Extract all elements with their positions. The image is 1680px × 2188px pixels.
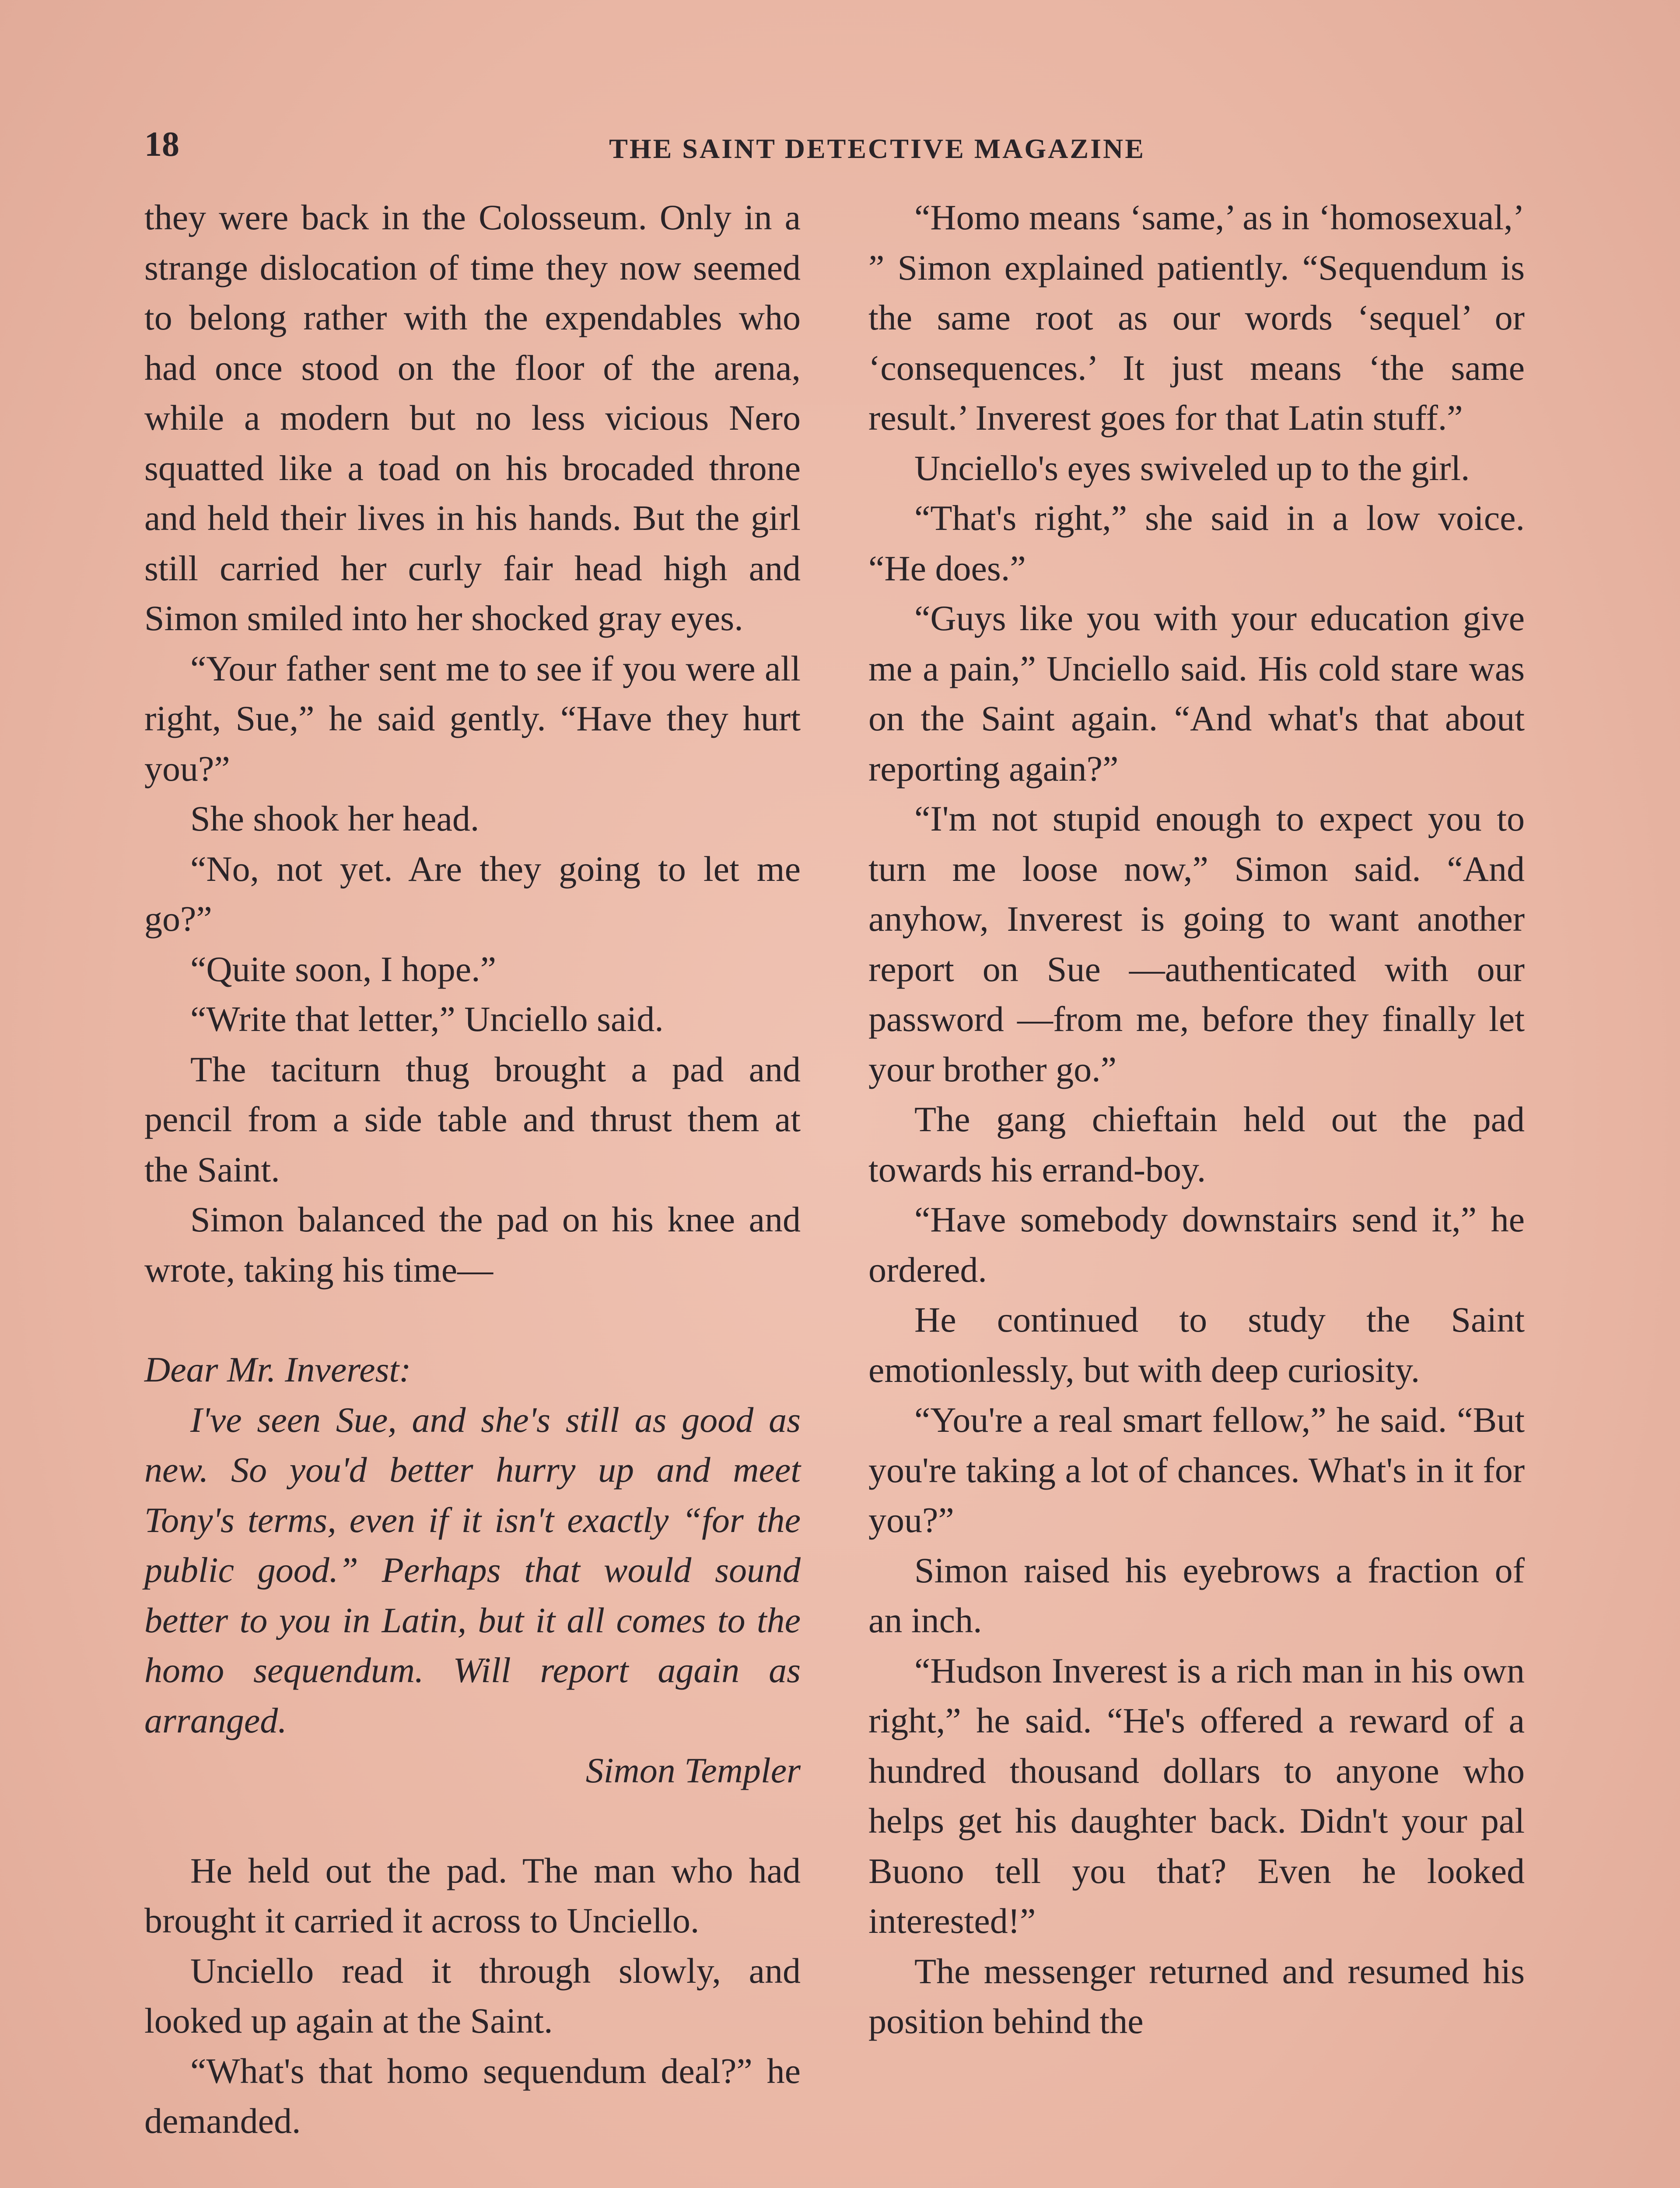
paragraph: Simon balanced the pad on his knee and wrote, taking his time— [144,1199,801,1290]
running-head: THE SAINT DETECTIVE MAGAZINE [609,133,1145,164]
paragraph: “Homo means ‘same,’ as in ‘homosexual,’ ” Simon explained patiently. “Sequendum is the same root as our words ‘sequel’ or ‘consequences.’ It just means ‘the same result.’ Inverest goes for that Latin stuff.” [868,197,1525,438]
left-column [144,193,801,2146]
paragraph: He held out the pad. The man who had brought it carried it across to Unciello. [144,1850,801,1940]
paragraph: He continued to study the Saint emotionlessly, but with deep curiosity. [868,1300,1525,1390]
paragraph: “Have somebody downstairs send it,” he ordered. [868,1199,1525,1290]
paragraph: “No, not yet. Are they going to let me go?” [144,849,801,939]
paragraph: “You're a real smart fellow,” he said. “But you're taking a lot of chances. What's in it for you?” [868,1400,1525,1540]
paragraph: She shook her head. [190,799,480,838]
paragraph: “Your father sent me to see if you were all right, Sue,” he said gently. “Have they hurt you?” [144,648,801,789]
letter-body: I've seen Sue, and she's still as good as new. So you'd better hurry up and meet Tony's terms, even if it isn't exactly “for the public good.” Perhaps that would sound better to you in Latin, but it all comes to the homo sequendum. Will report again as arranged. [144,1399,801,1740]
paragraph: “Guys like you with your education give me a pain,” Unciello said. His cold stare was on the Saint again. “And what's that about reporting again?” [868,598,1525,789]
letter-signature: Simon Templer [585,1750,801,1790]
page-header [144,125,1544,173]
paragraph: “Quite soon, I hope.” [190,949,497,989]
paragraph: Unciello read it through slowly, and looked up again at the Saint. [144,1950,801,2041]
paragraph: “That's right,” she said in a low voice. “He does.” [868,498,1525,588]
paragraph: Unciello's eyes swiveled up to the girl. [914,448,1470,488]
paragraph: The taciturn thug brought a pad and pencil from a side table and thrust them at the Saint. [144,1049,801,1189]
paragraph: “What's that homo sequendum deal?” he demanded. [144,2051,801,2141]
paragraph: Simon raised his eyebrows a fraction of an inch. [868,1550,1525,1640]
paragraph: “I'm not stupid enough to expect you to turn me loose now,” Simon said. “And anyhow, Inverest is going to want another report on Sue —authenticated with our password —from me, before they finally let your brother go.” [868,799,1525,1089]
letter-block [144,1345,801,1796]
paragraph: The gang chieftain held out the pad towards his errand-boy. [868,1099,1525,1189]
paragraph: The messenger returned and resumed his position behind the [868,1951,1525,2041]
letter-salutation: Dear Mr. Inverest: [144,1350,411,1389]
paragraph: “Write that letter,” Unciello said. [190,999,664,1039]
paragraph: they were back in the Colosseum. Only in a strange dislocation of time they now seemed to belong rather with the expendables who had once stood on the floor of the arena, while a modern but no less vicious Nero squatted like a toad on his brocaded throne and held their lives in his hands. But the girl still carried her curly fair head high and Simon smiled into her shocked gray eyes. [144,197,801,638]
page-number: 18 [144,125,179,164]
right-column [868,193,1525,2047]
paragraph: “Hudson Inverest is a rich man in his own right,” he said. “He's offered a reward of a hundred thousand dollars to anyone who helps get his daughter back. Didn't your pal Buono tell you that? Even he looked interested!” [868,1650,1525,1941]
